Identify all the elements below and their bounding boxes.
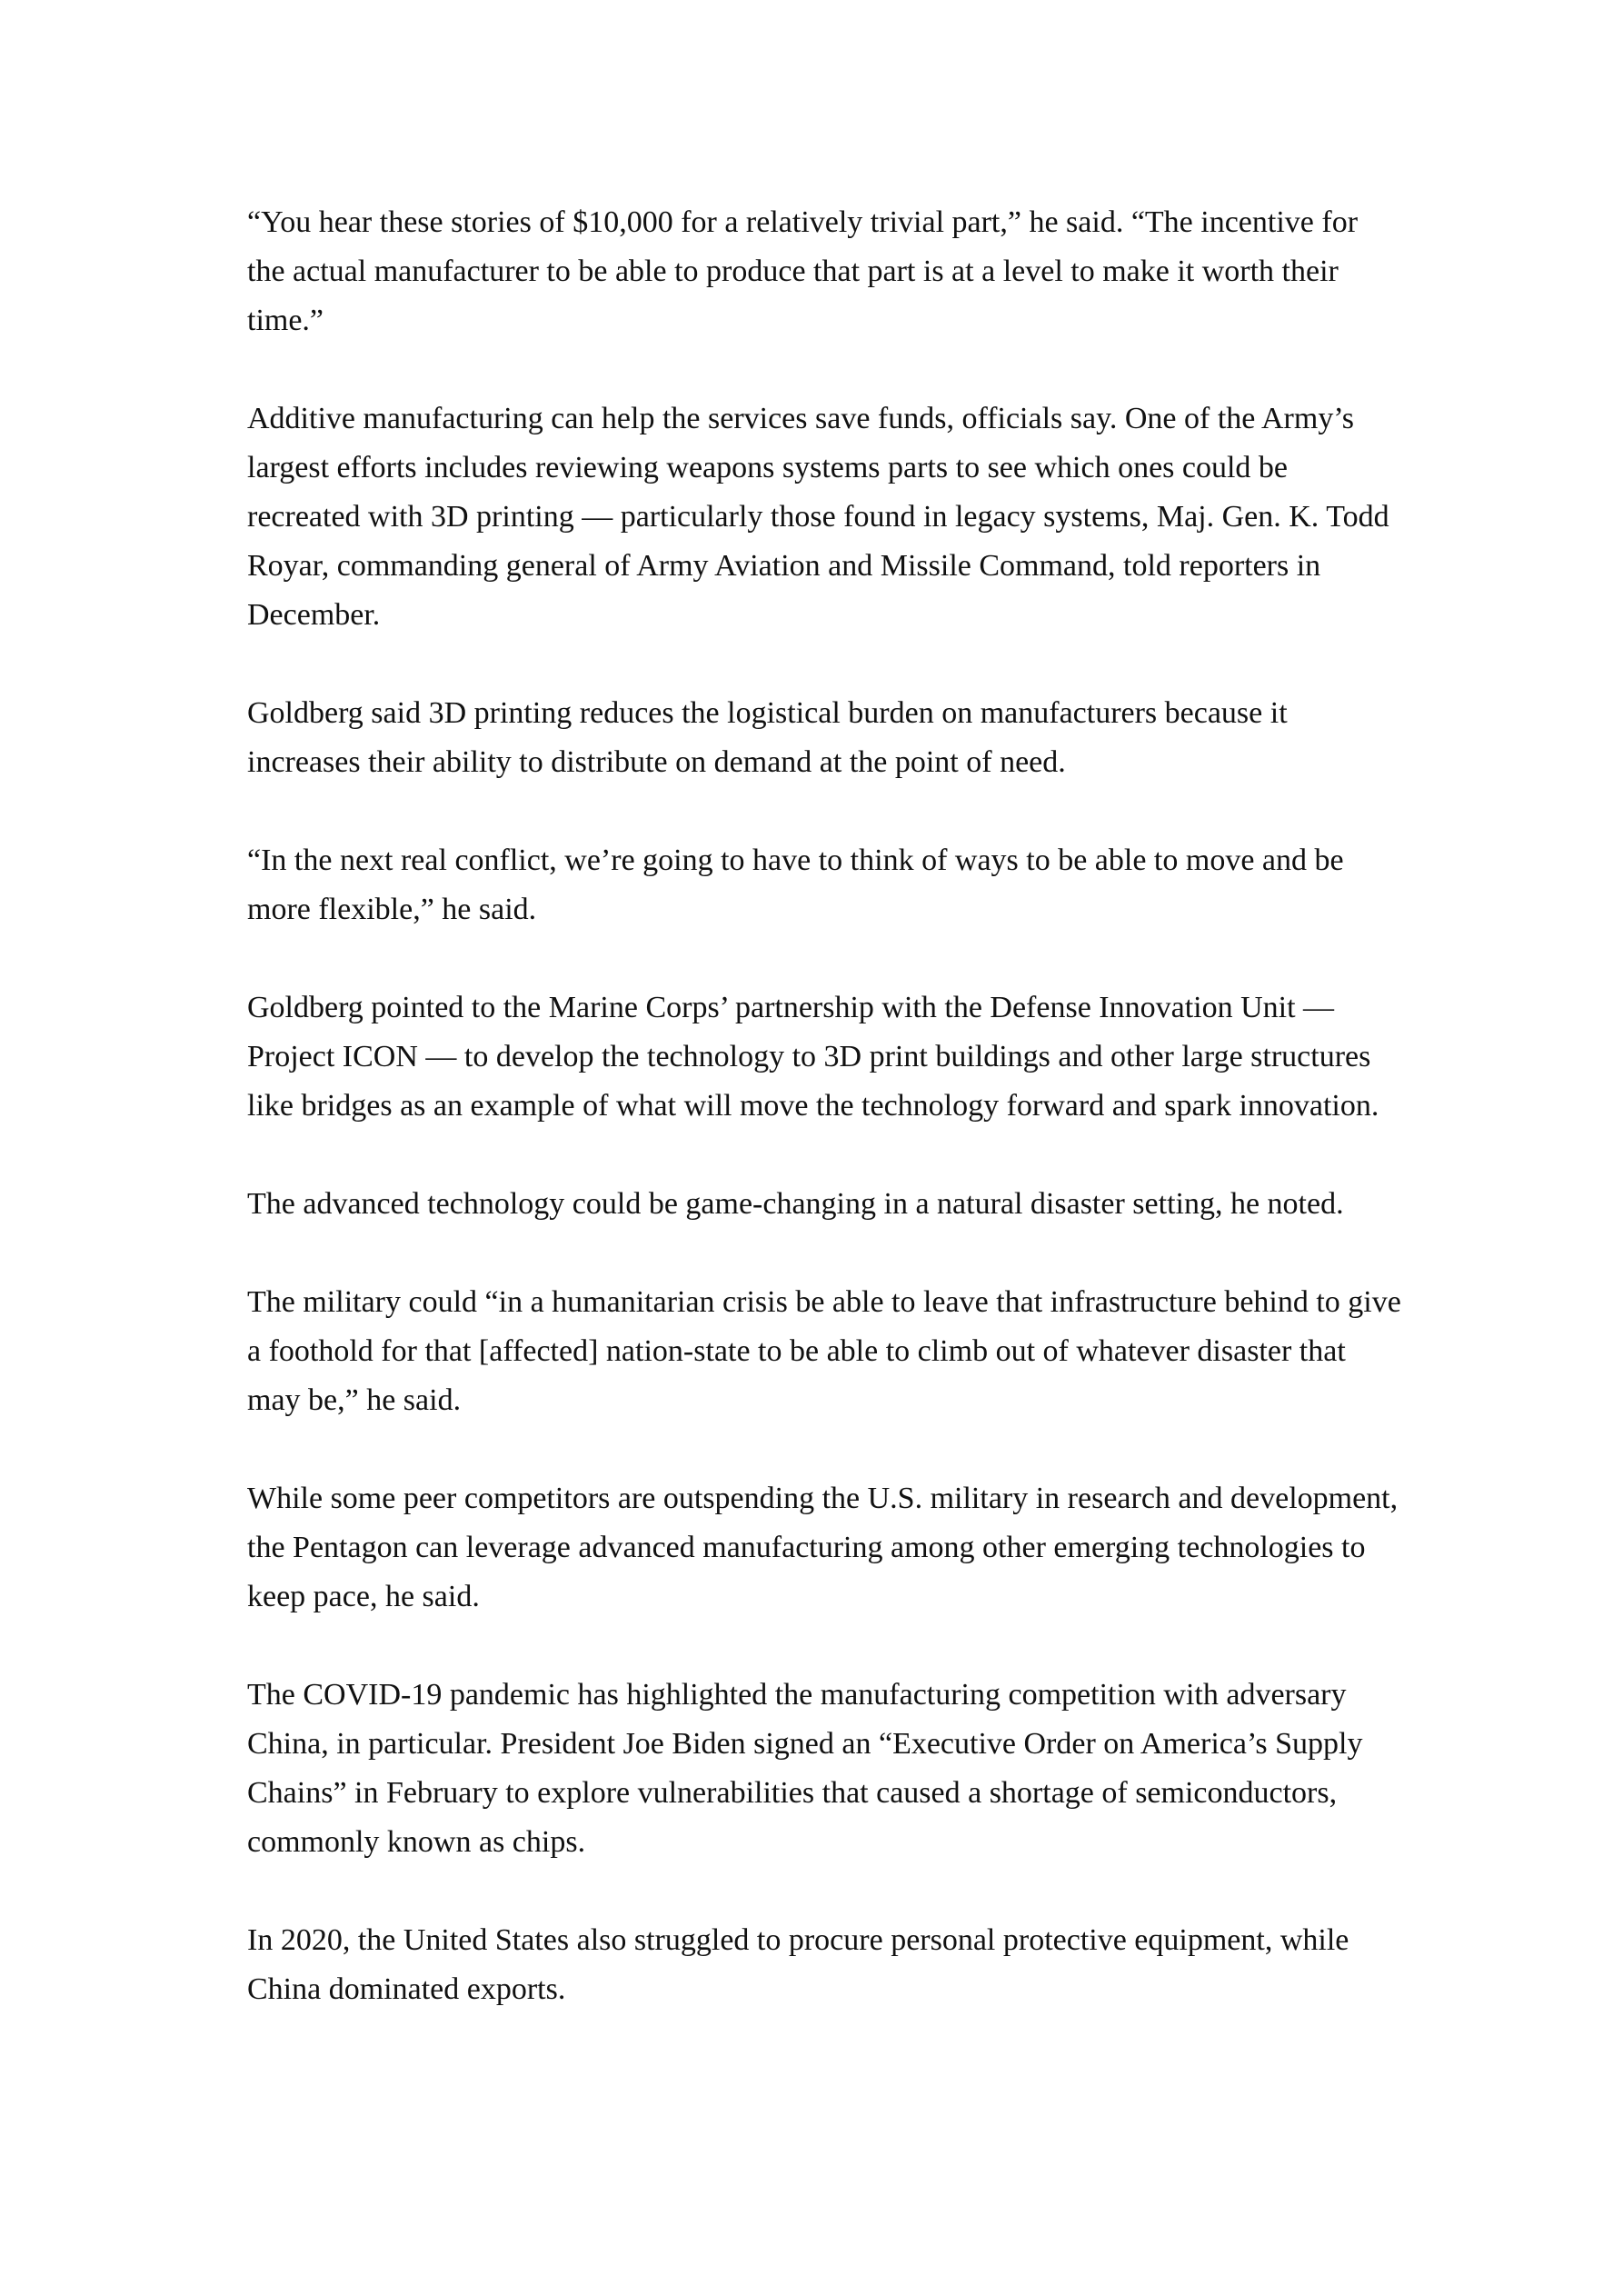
paragraph-additive-manufacturing: Additive manufacturing can help the services save funds, officials say. One of the Army’s largest efforts includes reviewing weapons systems parts to see which ones could be recreated with 3D printing — particularly those found in legacy systems, Maj. Gen. K. Todd Royar, commanding general of Army Aviation and Missile Command, told reporters in December. bbox=[247, 402, 1389, 632]
paragraph-ppe-exports: In 2020, the United States also struggled to procure personal protective equipment, while China dominated exports. bbox=[247, 1923, 1349, 2006]
paragraph-quote-trivial-part: “You hear these stories of $10,000 for a relatively trivial part,” he said. “The incentive for the actual manufacturer to be able to produce that part is at a level to make it worth their time.” bbox=[247, 205, 1359, 337]
paragraph-disaster-setting: The advanced technology could be game-changing in a natural disaster setting, he noted. bbox=[247, 1187, 1344, 1221]
paragraph-covid-supply-chains: The COVID-19 pandemic has highlighted the manufacturing competition with adversary China, in particular. President Joe Biden signed an “Executive Order on America’s Supply Chains” in February to explore vulnerabilities that caused a shortage of semiconductors, commonly known as chips. bbox=[247, 1678, 1363, 1859]
paragraph-project-icon: Goldberg pointed to the Marine Corps’ partnership with the Defense Innovation Unit — Project ICON — to develop the technology to 3D print buildings and other large structures like bridges as an example of what will move the technology forward and spark innovation. bbox=[247, 991, 1379, 1123]
paragraph-next-conflict: “In the next real conflict, we’re going to have to think of ways to be able to move and be more flexible,” he said. bbox=[247, 844, 1344, 926]
paragraph-humanitarian-crisis: The military could “in a humanitarian crisis be able to leave that infrastructure behind to give a foothold for that [affected] nation-state to be able to climb out of whatever disaster that may be,” he said. bbox=[247, 1285, 1401, 1417]
article-body bbox=[247, 198, 1401, 2014]
paragraph-peer-competitors: While some peer competitors are outspending the U.S. military in research and development, the Pentagon can leverage advanced manufacturing among other emerging technologies to keep pace, he said. bbox=[247, 1482, 1399, 1613]
paragraph-logistical-burden: Goldberg said 3D printing reduces the logistical burden on manufacturers because it increases their ability to distribute on demand at the point of need. bbox=[247, 696, 1288, 779]
